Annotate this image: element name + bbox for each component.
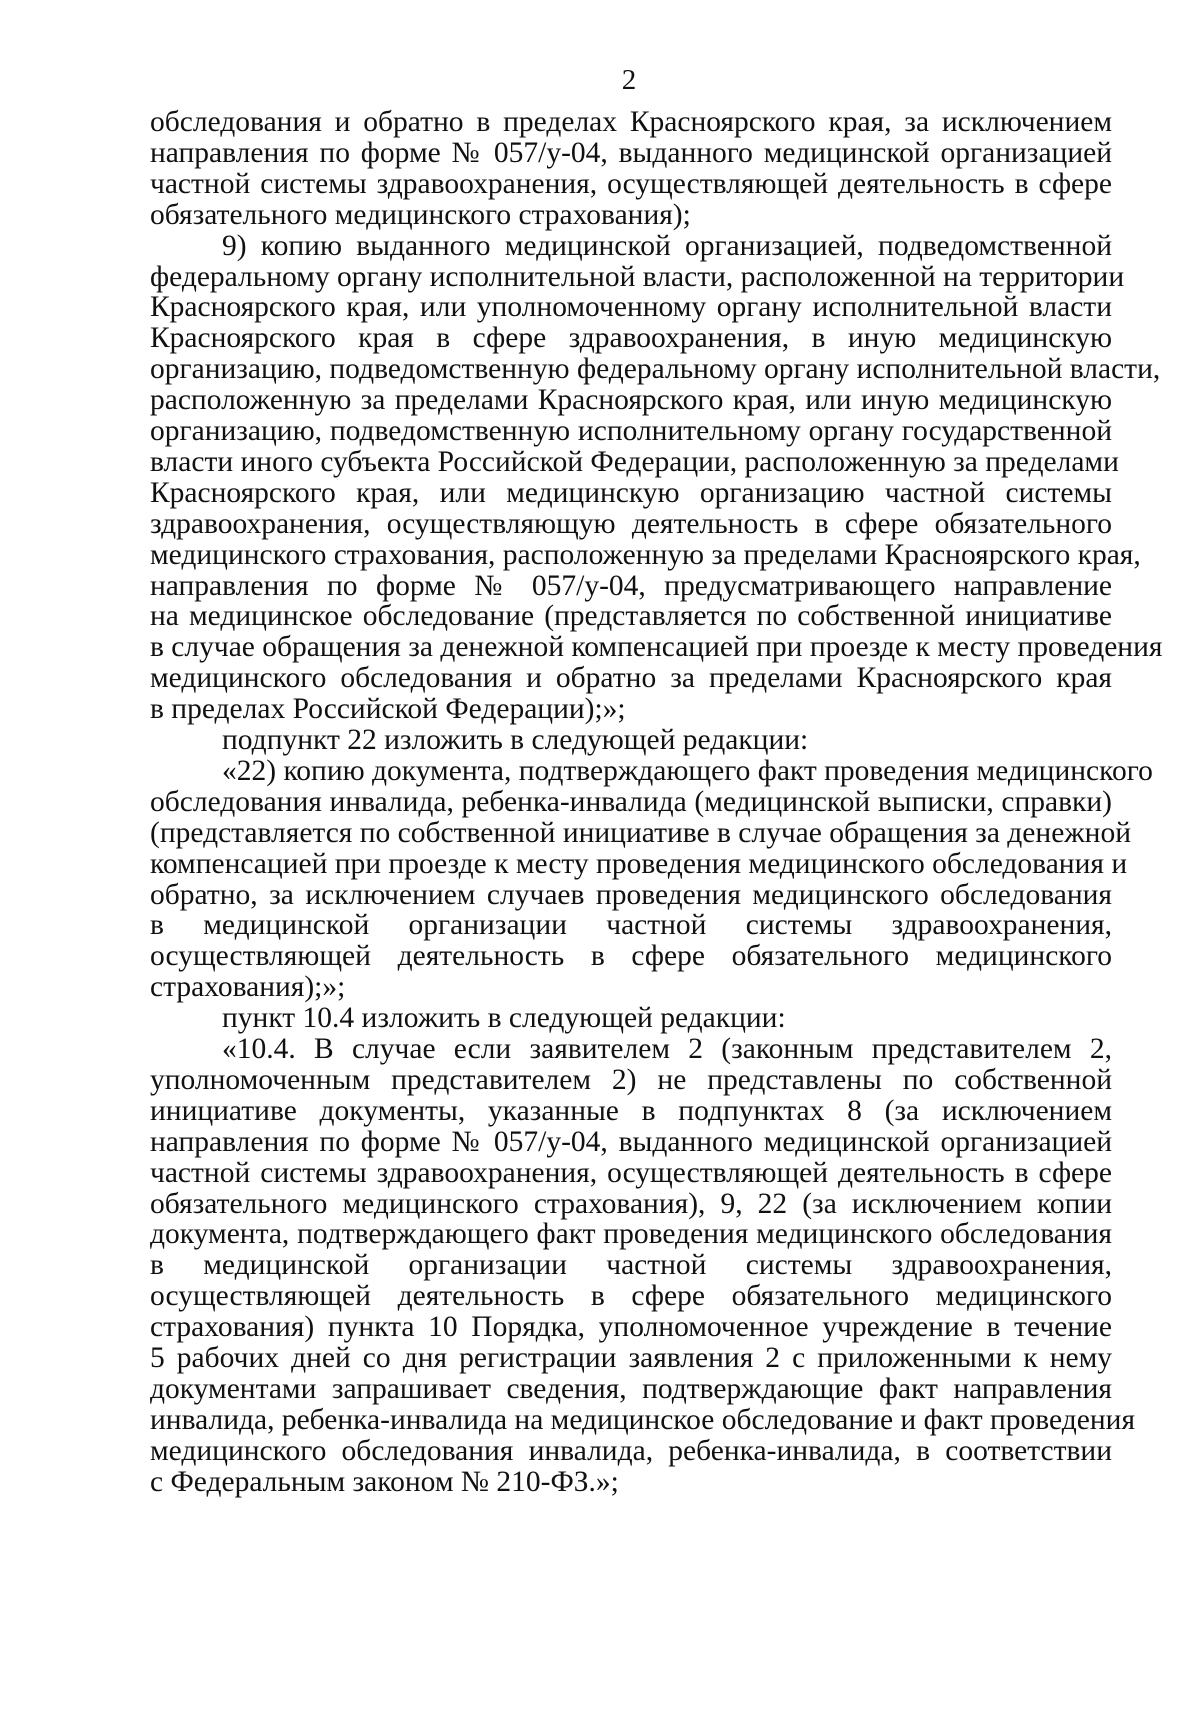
text-line: обязательного медицинского страхования), 9, 22 (за исключением копии xyxy=(150,1187,1112,1220)
text-line: с Федеральным законом № 210-ФЗ.»; xyxy=(150,1465,619,1498)
text-line: уполномоченным представителем 2) не представлены по собственной xyxy=(150,1063,1112,1096)
text-line: федеральному органу исполнительной власти, расположенной на территории xyxy=(150,260,1125,293)
text-line: в медицинской организации частной системы здравоохранения, xyxy=(150,1249,1112,1282)
text-line: частной системы здравоохранения, осуществляющей деятельность в сфере xyxy=(150,167,1112,200)
text-line: Красноярского края, или медицинскую организацию частной системы xyxy=(150,476,1112,509)
text-line: подпункт 22 изложить в следующей редакции: xyxy=(222,724,809,756)
text-line: (представляется по собственной инициативе в случае обращения за денежной xyxy=(150,816,1131,849)
text-line: Красноярского края в сфере здравоохранения, в иную медицинскую xyxy=(150,322,1112,355)
text-line: осуществляющей деятельность в сфере обязательного медицинского xyxy=(150,940,1112,973)
text-line: документами запрашивает сведения, подтверждающие факт направления xyxy=(150,1372,1112,1405)
text-line: власти иного субъекта Российской Федерации, расположенную за пределами xyxy=(150,445,1119,478)
text-line: организацию, подведомственную исполнительному органу государственной xyxy=(150,415,1112,447)
text-line: обследования и обратно в пределах Красноярского края, за исключением xyxy=(150,106,1112,138)
text-line: организацию, подведомственную федеральному органу исполнительной власти, xyxy=(150,353,1161,386)
text-line: обязательного медицинского страхования); xyxy=(150,198,691,231)
text-line: обратно, за исключением случаев проведения медицинского обследования xyxy=(150,878,1112,911)
text-line: «10.4. В случае если заявителем 2 (законным представителем 2, xyxy=(222,1033,1112,1065)
text-line: направления по форме № 057/у-04, выданного медицинской организацией xyxy=(150,1125,1112,1158)
text-line: обследования инвалида, ребенка-инвалида (медицинской выписки, справки) xyxy=(150,785,1112,818)
text-line: в медицинской организации частной системы здравоохранения, xyxy=(150,909,1112,942)
text-line: частной системы здравоохранения, осуществляющей деятельность в сфере xyxy=(150,1156,1112,1189)
text-line: компенсацией при проезде к месту проведения медицинского обследования и xyxy=(150,847,1128,880)
text-line: на медицинское обследование (представляется по собственной инициативе xyxy=(150,600,1112,633)
text-line: «22) копию документа, подтверждающего факт проведения медицинского xyxy=(222,754,1153,787)
text-line: страхования) пункта 10 Порядка, уполномоченное учреждение в течение xyxy=(150,1311,1112,1344)
text-line: медицинского обследования и обратно за пределами Красноярского края xyxy=(150,662,1112,695)
text-line: документа, подтверждающего факт проведения медицинского обследования xyxy=(150,1218,1112,1251)
page-number: 2 xyxy=(621,64,637,96)
text-line: страхования);»; xyxy=(150,971,346,1004)
text-line: пункт 10.4 изложить в следующей редакции: xyxy=(222,1002,786,1035)
text-line: расположенную за пределами Красноярского края, или иную медицинскую xyxy=(150,384,1112,417)
text-line: осуществляющей деятельность в сфере обязательного медицинского xyxy=(150,1280,1112,1313)
text-line: медицинского обследования инвалида, ребенка-инвалида, в соответствии xyxy=(150,1434,1112,1467)
text-line: в пределах Российской Федерации);»; xyxy=(150,693,626,726)
text-line: инвалида, ребенка-инвалида на медицинское обследование и факт проведения xyxy=(150,1403,1136,1436)
text-line: направления по форме № 057/у-04, предусматривающего направление xyxy=(150,569,1112,602)
text-line: 5 рабочих дней со дня регистрации заявления 2 с приложенными к нему xyxy=(150,1342,1112,1374)
text-line: направления по форме № 057/у-04, выданного медицинской организацией xyxy=(150,136,1112,169)
text-line: инициативе документы, указанные в подпунктах 8 (за исключением xyxy=(150,1094,1112,1127)
text-line: Красноярского края, или уполномоченному органу исполнительной власти xyxy=(150,291,1112,324)
text-line: медицинского страхования, расположенную за пределами Красноярского края, xyxy=(150,538,1141,571)
text-line: в случае обращения за денежной компенсацией при проезде к месту проведения xyxy=(150,631,1163,664)
text-line: 9) копию выданного медицинской организацией, подведомственной xyxy=(222,229,1112,262)
text-line: здравоохранения, осуществляющую деятельность в сфере обязательного xyxy=(150,507,1112,540)
